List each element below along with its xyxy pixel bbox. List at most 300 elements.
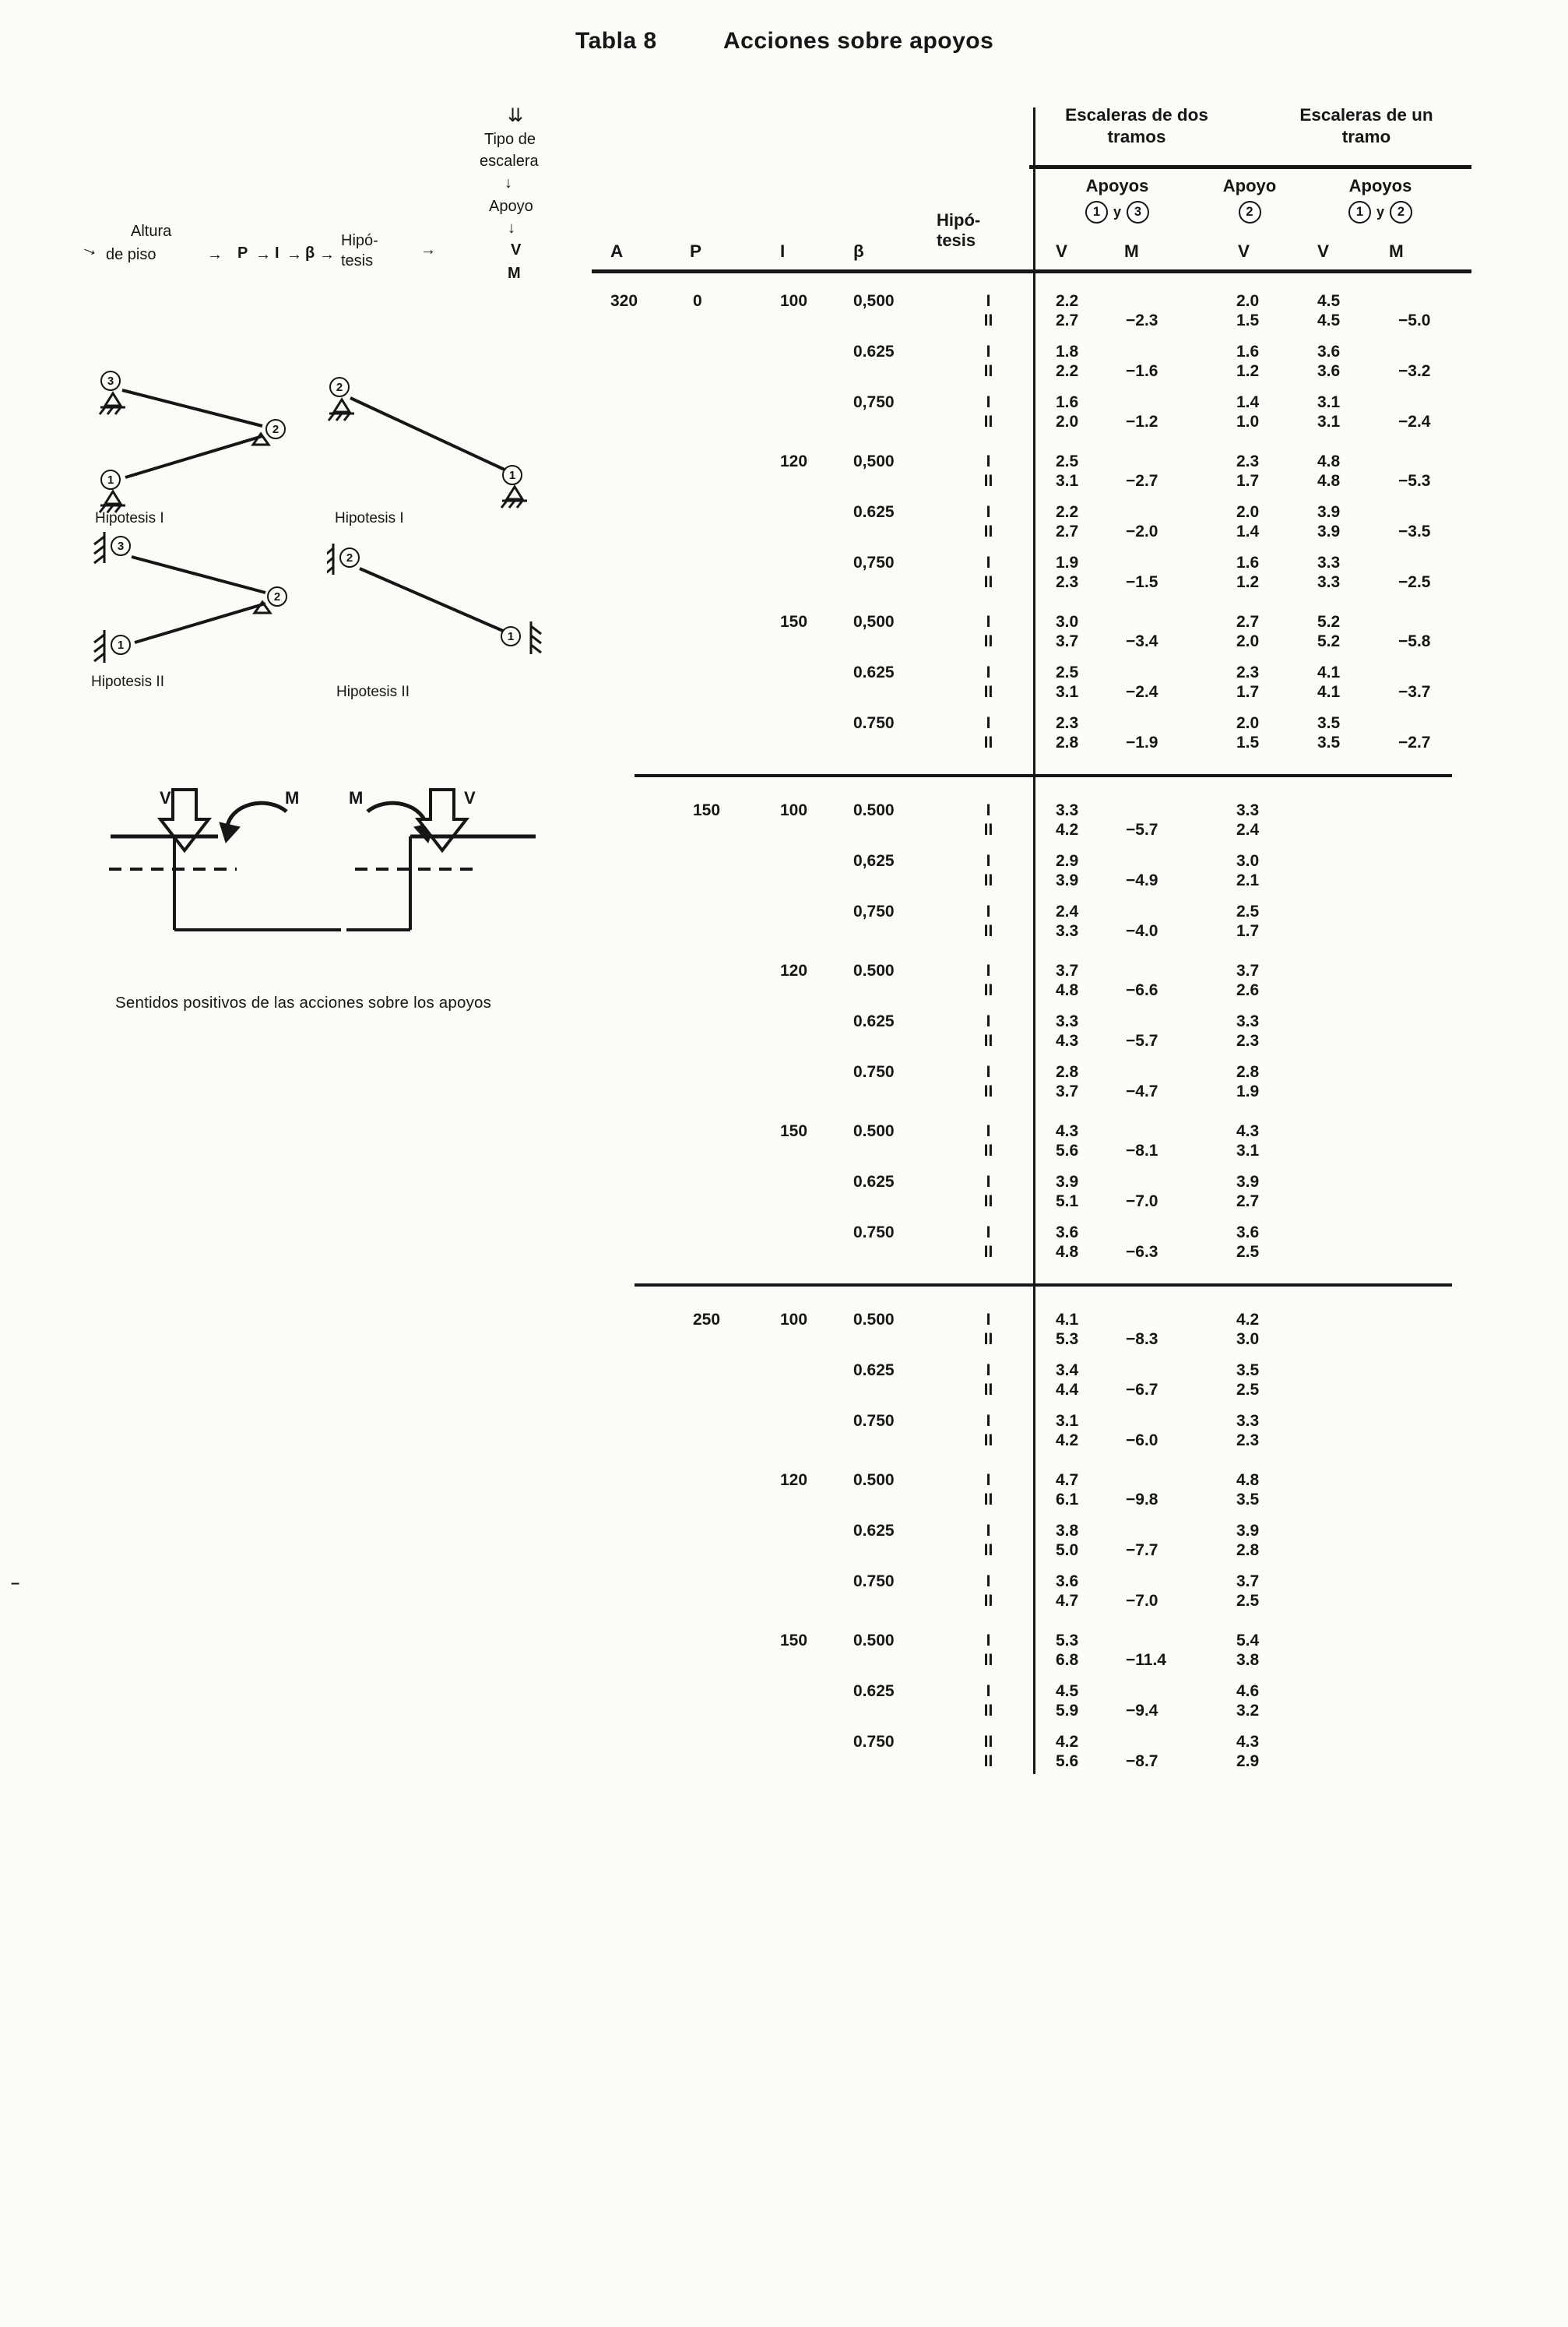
cell-hipotesis: I: [986, 1682, 991, 1700]
cell-v-apoyos-1y3: 5.0: [1056, 1541, 1079, 1559]
cell-a: [592, 682, 681, 702]
cell-v-apoyos-1y2: [1317, 820, 1398, 840]
cell-v-apoyos-1y3: 4.7: [1056, 1592, 1079, 1610]
cell-hipotesis: II: [983, 362, 993, 380]
cell-a: [592, 902, 681, 921]
column-i-header: I: [780, 241, 786, 261]
m-label: M: [285, 788, 300, 808]
cell-m-apoyos-1y2: [1398, 1591, 1471, 1611]
lead-arrow-icon: →: [78, 235, 104, 262]
cell-i: [771, 1411, 849, 1431]
cell-i: 150: [780, 1122, 808, 1140]
cell-i: [771, 713, 849, 733]
cell-m-apoyos-1y3: −8.1: [1126, 1142, 1158, 1160]
cell-m-apoyos-1y3: −7.0: [1126, 1192, 1158, 1210]
fixed-support-icon: [327, 544, 333, 575]
cell-v-apoyos-1y3: 4.2: [1056, 1431, 1079, 1449]
cell-beta: 0.625: [853, 1522, 895, 1540]
cell-v-apoyos-1y2: [1317, 1082, 1398, 1101]
cell-m-apoyos-1y3: [1126, 1361, 1236, 1380]
cell-beta: [849, 1141, 958, 1160]
cell-v-apoyos-1y3: 2.2: [1056, 503, 1079, 521]
stair-two-flight-hypothesis1-diagram: [90, 362, 323, 526]
tipo-de-label: Tipo de: [484, 131, 536, 148]
beta-group: [592, 1631, 1471, 1670]
table-row: [592, 1380, 1471, 1399]
cell-v-apoyo-2: 2.5: [1236, 1381, 1260, 1399]
table-row: [592, 1470, 1471, 1490]
column-m-1-3-header: M: [1124, 241, 1139, 261]
cell-p: [681, 412, 771, 431]
cell-m-apoyos-1y2: [1398, 801, 1471, 820]
cell-v-apoyos-1y3: 1.6: [1056, 393, 1079, 411]
cell-hipotesis: I: [986, 1471, 991, 1489]
cell-v-apoyos-1y3: 2.7: [1056, 312, 1079, 329]
cell-v-apoyo-2: 1.5: [1236, 734, 1260, 752]
cell-v-apoyos-1y3: 3.4: [1056, 1361, 1079, 1379]
cell-p: [681, 1223, 771, 1242]
table-row: [592, 1751, 1471, 1771]
cell-m-apoyos-1y3: −2.3: [1126, 312, 1158, 329]
cell-i: [771, 361, 849, 381]
table-row: [592, 980, 1471, 1000]
cell-a: [592, 980, 681, 1000]
cell-a: [592, 412, 681, 431]
moment-m-curved-arrow-icon: [367, 803, 427, 827]
cell-a: [592, 820, 681, 840]
cell-a: [592, 663, 681, 682]
cell-v-apoyos-1y3: 5.6: [1056, 1752, 1079, 1770]
cell-hipotesis: II: [983, 1541, 993, 1559]
cell-p: 150: [693, 801, 721, 819]
cell-i: [771, 1242, 849, 1262]
flow-hipotesis-label-line2: tesis: [341, 252, 374, 269]
conjunction-y: y: [1113, 204, 1121, 220]
cell-v-apoyos-1y2: [1317, 1431, 1398, 1450]
cell-m-apoyos-1y3: [1126, 553, 1236, 572]
cell-m-apoyos-1y3: −4.7: [1126, 1083, 1158, 1100]
beta-group: [592, 612, 1471, 651]
cell-v-apoyo-2: 1.6: [1236, 554, 1260, 572]
cell-beta: 0.750: [853, 1063, 895, 1081]
cell-v-apoyos-1y2: [1317, 1701, 1398, 1720]
cell-hipotesis: II: [983, 1032, 993, 1050]
apoyo-1-badge: 1: [1348, 201, 1371, 224]
cell-a: [592, 1012, 681, 1031]
cell-v-apoyo-2: 2.6: [1236, 981, 1260, 999]
cell-hipotesis: II: [983, 312, 993, 329]
cell-m-apoyos-1y3: −1.6: [1126, 362, 1158, 380]
cell-p: [681, 1192, 771, 1211]
cell-hipotesis: I: [986, 343, 991, 361]
beta-group: [592, 1223, 1471, 1262]
cell-a: [592, 1681, 681, 1701]
pin-support-icon: [100, 491, 125, 512]
cell-p: [681, 452, 771, 471]
arrow-icon: →: [255, 246, 271, 263]
beta-group: [592, 1361, 1471, 1399]
cell-m-apoyos-1y2: [1398, 1572, 1471, 1591]
cell-v-apoyo-2: 3.9: [1236, 1522, 1260, 1540]
cell-v-apoyos-1y2: [1317, 871, 1398, 890]
double-down-arrow-icon: ⇊: [508, 105, 524, 126]
cell-m-apoyos-1y2: −5.3: [1398, 472, 1431, 490]
stair-one-flight-hypothesis2-diagram: [327, 537, 553, 685]
cell-m-apoyos-1y2: [1398, 980, 1471, 1000]
cell-hipotesis: II: [983, 1330, 993, 1348]
cell-p: [681, 980, 771, 1000]
support-1-badge: 1: [502, 465, 522, 485]
cell-a: [592, 1431, 681, 1450]
cell-v-apoyo-2: 3.2: [1236, 1702, 1260, 1720]
apoyos-1-3-badges: [1059, 201, 1176, 224]
table-row: [592, 1521, 1471, 1540]
cell-m-apoyos-1y2: [1398, 1470, 1471, 1490]
cell-m-apoyos-1y3: −6.3: [1126, 1243, 1158, 1261]
support-2-badge: 2: [267, 586, 287, 607]
cell-v-apoyo-2: 2.7: [1236, 1192, 1260, 1210]
apoyos-1-2-header: Apoyos: [1348, 176, 1412, 195]
table-row: [592, 1310, 1471, 1329]
table-row: [592, 1031, 1471, 1051]
cell-m-apoyos-1y3: −6.7: [1126, 1381, 1158, 1399]
cell-i: [771, 1540, 849, 1560]
beta-group: [592, 1411, 1471, 1450]
flow-p-label: P: [237, 245, 248, 262]
cell-v-apoyos-1y2: 3.5: [1317, 714, 1341, 732]
cell-m-apoyos-1y3: −8.3: [1126, 1330, 1158, 1348]
cell-hipotesis: I: [986, 452, 991, 470]
cell-v-apoyos-1y2: [1317, 1681, 1398, 1701]
cell-i: [771, 502, 849, 522]
cell-i: 120: [780, 962, 808, 980]
cell-v-apoyo-2: 1.2: [1236, 573, 1260, 591]
cell-v-apoyo-2: 3.3: [1236, 1012, 1260, 1030]
cell-i: [771, 393, 849, 412]
cell-v-apoyos-1y3: 5.1: [1056, 1192, 1079, 1210]
cell-v-apoyos-1y2: 3.3: [1317, 573, 1341, 591]
cell-a: 320: [610, 292, 638, 310]
cell-p: [681, 1470, 771, 1490]
cell-v-apoyos-1y2: 5.2: [1317, 613, 1341, 631]
cell-beta: 0,625: [853, 852, 895, 870]
cell-v-apoyo-2: 3.0: [1236, 852, 1260, 870]
beta-group: [592, 393, 1471, 431]
cell-i: [771, 1591, 849, 1611]
cell-i: [771, 663, 849, 682]
cell-m-apoyos-1y2: −2.5: [1398, 573, 1431, 591]
cell-v-apoyos-1y3: 3.7: [1056, 1083, 1079, 1100]
cell-i: [771, 1521, 849, 1540]
cell-m-apoyos-1y3: [1126, 1681, 1236, 1701]
cell-v-apoyos-1y2: 3.6: [1317, 343, 1341, 361]
cell-m-apoyos-1y2: [1398, 1540, 1471, 1560]
cell-m-apoyos-1y2: [1398, 921, 1471, 941]
cell-beta: [849, 471, 958, 491]
cell-v-apoyo-2: 5.4: [1236, 1632, 1260, 1649]
cell-v-apoyo-2: 3.3: [1236, 1412, 1260, 1430]
table-row: [592, 1082, 1471, 1101]
table-number: Tabla 8: [575, 28, 657, 54]
cell-hipotesis: II: [983, 523, 993, 540]
table-row: [592, 820, 1471, 840]
cell-i: 120: [780, 452, 808, 470]
cell-v-apoyo-2: 1.7: [1236, 472, 1260, 490]
cell-v-apoyos-1y3: 4.3: [1056, 1032, 1079, 1050]
cell-p: [681, 921, 771, 941]
cell-p: [681, 553, 771, 572]
beta-group: [592, 452, 1471, 491]
cell-v-apoyos-1y3: 5.9: [1056, 1702, 1079, 1720]
header-main-rule: [592, 269, 1471, 273]
table-row: [592, 1121, 1471, 1141]
beta-group: [592, 961, 1471, 1000]
cell-a: [592, 1031, 681, 1051]
hipotesis-header-line1: Hipó-: [937, 210, 981, 230]
cell-beta: 0.750: [853, 1412, 895, 1430]
table-row: [592, 1650, 1471, 1670]
header-escaleras-un-tramo: Escaleras de un tramo: [1299, 105, 1433, 146]
cell-v-apoyo-2: 2.3: [1236, 664, 1260, 681]
cell-a: [592, 961, 681, 980]
cell-v-apoyo-2: 2.8: [1236, 1063, 1260, 1081]
table-row: [592, 1172, 1471, 1192]
support-3-badge: 3: [111, 536, 131, 556]
cell-v-apoyos-1y3: 3.3: [1056, 1012, 1079, 1030]
cell-hipotesis: II: [983, 1142, 993, 1160]
cell-m-apoyos-1y3: −9.4: [1126, 1702, 1158, 1720]
cell-m-apoyos-1y2: [1398, 1310, 1471, 1329]
cell-v-apoyos-1y3: 2.2: [1056, 292, 1079, 310]
cell-i: [771, 1751, 849, 1771]
cell-hipotesis: II: [983, 573, 993, 591]
cell-p: [681, 1751, 771, 1771]
cell-hipotesis: II: [983, 1752, 993, 1770]
cell-v-apoyos-1y2: 4.1: [1317, 683, 1341, 701]
cell-hipotesis: I: [986, 1012, 991, 1030]
beta-group: [592, 713, 1471, 752]
cell-v-apoyos-1y3: 3.7: [1056, 962, 1079, 980]
cell-m-apoyos-1y2: [1398, 902, 1471, 921]
cell-m-apoyos-1y3: −6.6: [1126, 981, 1158, 999]
table-row: [592, 1062, 1471, 1082]
cell-v-apoyos-1y3: 6.1: [1056, 1491, 1079, 1509]
table-row: [592, 682, 1471, 702]
cell-v-apoyos-1y2: 3.1: [1317, 393, 1341, 411]
cell-hipotesis: I: [986, 664, 991, 681]
cell-i: [771, 1701, 849, 1720]
cell-v-apoyos-1y2: [1317, 902, 1398, 921]
cell-p: [681, 1631, 771, 1650]
cell-m-apoyos-1y3: [1126, 1062, 1236, 1082]
cell-v-apoyo-2: 4.6: [1236, 1682, 1260, 1700]
cell-i: [771, 871, 849, 890]
cell-p: [681, 1732, 771, 1751]
cell-v-apoyos-1y2: [1317, 1411, 1398, 1431]
table-row: [592, 921, 1471, 941]
cell-v-apoyo-2: 2.0: [1236, 714, 1260, 732]
cell-beta: [849, 632, 958, 651]
cell-a: [592, 1470, 681, 1490]
cell-p: [681, 820, 771, 840]
cell-i: [771, 522, 849, 541]
cell-i: [771, 733, 849, 752]
cell-p: [681, 572, 771, 592]
cell-hipotesis: II: [983, 1192, 993, 1210]
pin-support-icon: [100, 393, 125, 414]
cell-m-apoyos-1y2: [1398, 1380, 1471, 1399]
cell-hipotesis: II: [983, 1431, 993, 1449]
cell-a: [592, 733, 681, 752]
cell-hipotesis: I: [986, 1572, 991, 1590]
cell-v-apoyos-1y3: 3.3: [1056, 922, 1079, 940]
inertia-group: [592, 291, 1471, 431]
cell-v-apoyos-1y2: 4.1: [1317, 664, 1341, 681]
cell-a: [592, 851, 681, 871]
cell-i: [771, 851, 849, 871]
cell-beta: 0,500: [853, 292, 895, 310]
beta-group: [592, 1012, 1471, 1051]
cell-m-apoyos-1y3: [1126, 1732, 1236, 1751]
cell-p: [681, 1121, 771, 1141]
cell-a: [592, 1540, 681, 1560]
support-1-badge: 1: [100, 470, 121, 490]
cell-hipotesis: II: [983, 1733, 993, 1751]
cell-hipotesis: I: [986, 852, 991, 870]
cell-beta: 0.500: [853, 962, 895, 980]
cell-m-apoyos-1y2: [1398, 1751, 1471, 1771]
cell-i: [771, 1062, 849, 1082]
cell-m-apoyos-1y3: [1126, 851, 1236, 871]
cell-v-apoyos-1y2: [1317, 1031, 1398, 1051]
hipotesis-column-header: [937, 210, 980, 251]
table-row: [592, 1540, 1471, 1560]
cell-p: [681, 961, 771, 980]
cell-v-apoyo-2: 3.1: [1236, 1142, 1260, 1160]
cell-v-apoyos-1y2: [1317, 1141, 1398, 1160]
cell-v-apoyos-1y2: 5.2: [1317, 632, 1341, 650]
cell-m-apoyos-1y3: −7.7: [1126, 1541, 1158, 1559]
cell-p: [681, 851, 771, 871]
table-row: [592, 1572, 1471, 1591]
v-label: V: [464, 788, 476, 808]
apoyo-2-badge: 2: [1239, 201, 1261, 224]
cell-i: [771, 1380, 849, 1399]
cell-beta: [849, 1490, 958, 1509]
cell-v-apoyo-2: 1.0: [1236, 413, 1260, 431]
table-row: [592, 1681, 1471, 1701]
cell-p: [681, 1141, 771, 1160]
cell-v-apoyos-1y3: 4.4: [1056, 1381, 1079, 1399]
cell-i: [771, 1681, 849, 1701]
m-label: M: [349, 788, 364, 808]
cell-beta: 0,500: [853, 613, 895, 631]
cell-i: 100: [780, 801, 808, 819]
table-row: [592, 1732, 1471, 1751]
cell-v-apoyos-1y2: 4.8: [1317, 452, 1341, 470]
arrow-icon: →: [287, 246, 302, 263]
cell-v-apoyos-1y3: 3.7: [1056, 632, 1079, 650]
cell-beta: [849, 522, 958, 541]
cell-v-apoyo-2: 1.7: [1236, 922, 1260, 940]
m-label: M: [508, 265, 521, 282]
support-1-badge: 1: [501, 626, 521, 646]
cell-v-apoyos-1y2: 3.9: [1317, 503, 1341, 521]
apoyos-1-2-badges: [1322, 201, 1439, 224]
cell-a: [592, 921, 681, 941]
cell-p: [681, 1521, 771, 1540]
column-v-1-2-header: V: [1317, 241, 1330, 261]
cell-beta: 0.625: [853, 1012, 895, 1030]
beta-group: [592, 502, 1471, 541]
cell-v-apoyo-2: 4.8: [1236, 1471, 1260, 1489]
cell-beta: 0.500: [853, 1471, 895, 1489]
cell-m-apoyos-1y2: −3.7: [1398, 683, 1431, 701]
cell-v-apoyos-1y2: 3.9: [1317, 523, 1341, 540]
cell-beta: 0.500: [853, 801, 895, 819]
cell-beta: [849, 311, 958, 330]
cell-v-apoyo-2: 3.0: [1236, 1330, 1260, 1348]
cell-m-apoyos-1y2: [1398, 1192, 1471, 1211]
cell-m-apoyos-1y3: [1126, 393, 1236, 412]
cell-v-apoyos-1y2: [1317, 1361, 1398, 1380]
cell-i: [771, 1223, 849, 1242]
cell-m-apoyos-1y2: −5.8: [1398, 632, 1431, 650]
cell-v-apoyos-1y3: 2.7: [1056, 523, 1079, 540]
cell-hipotesis: I: [986, 1522, 991, 1540]
cell-i: [771, 1172, 849, 1192]
beta-group: [592, 342, 1471, 381]
cell-m-apoyos-1y2: [1398, 1732, 1471, 1751]
stray-mark: –: [11, 1575, 20, 1592]
cell-m-apoyos-1y2: [1398, 820, 1471, 840]
cell-a: [592, 1329, 681, 1349]
cell-hipotesis: I: [986, 1632, 991, 1649]
support-3-badge: 3: [100, 371, 121, 391]
cell-p: [681, 663, 771, 682]
cell-v-apoyo-2: 3.7: [1236, 962, 1260, 980]
cell-m-apoyos-1y3: [1126, 1310, 1236, 1329]
cell-v-apoyos-1y3: 2.4: [1056, 903, 1079, 921]
inertia-group: [592, 612, 1471, 752]
cell-v-apoyos-1y2: [1317, 1470, 1398, 1490]
cell-v-apoyo-2: 1.4: [1236, 523, 1260, 540]
table-row: [592, 502, 1471, 522]
cell-beta: 0.500: [853, 1122, 895, 1140]
cell-a: [592, 342, 681, 361]
table-body: [592, 291, 1471, 1771]
cell-i: 100: [780, 292, 808, 310]
beta-group: [592, 1521, 1471, 1560]
cell-m-apoyos-1y3: −3.4: [1126, 632, 1158, 650]
cell-m-apoyos-1y3: [1126, 713, 1236, 733]
cell-v-apoyos-1y2: [1317, 1121, 1398, 1141]
cell-i: [771, 902, 849, 921]
cell-p: [681, 1380, 771, 1399]
cell-v-apoyos-1y2: 4.5: [1317, 292, 1341, 310]
cell-p: [681, 361, 771, 381]
cell-m-apoyos-1y2: [1398, 871, 1471, 890]
flight-line: [122, 390, 262, 426]
cell-v-apoyos-1y2: [1317, 1380, 1398, 1399]
sign-convention-diagram: [109, 779, 561, 966]
cell-m-apoyos-1y2: [1398, 553, 1471, 572]
cell-v-apoyos-1y2: [1317, 801, 1398, 820]
cell-v-apoyo-2: 3.5: [1236, 1491, 1260, 1509]
escalera-label: escalera: [480, 153, 539, 170]
cell-v-apoyos-1y3: 5.3: [1056, 1632, 1079, 1649]
cell-hipotesis: I: [986, 903, 991, 921]
